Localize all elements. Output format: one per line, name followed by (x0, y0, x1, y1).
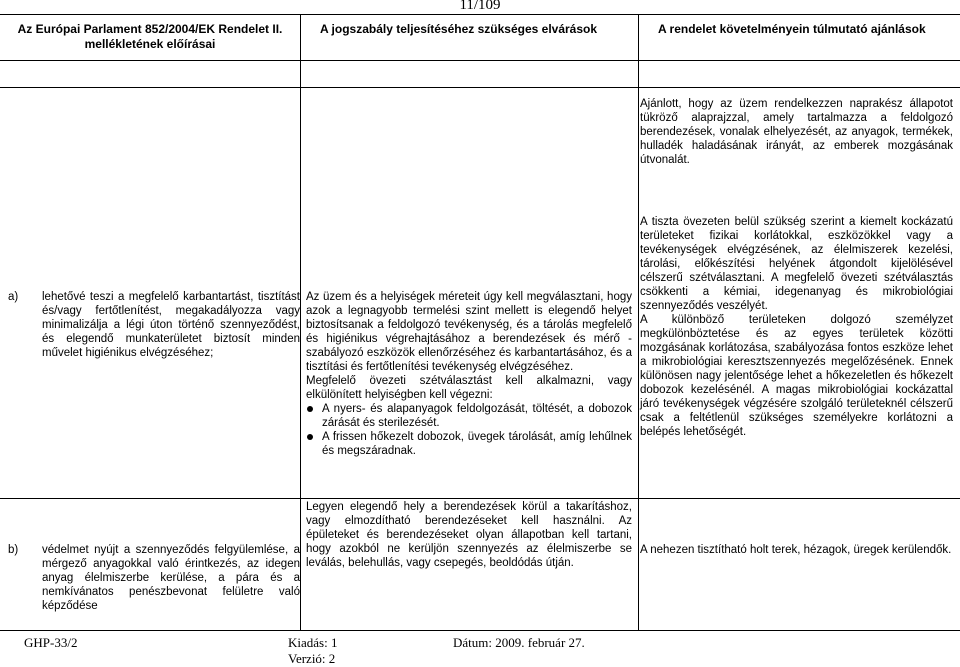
row3-recommendations (640, 543, 953, 557)
item-label-b: b) (8, 544, 19, 556)
table-header-row (0, 14, 960, 61)
row-divider-2 (0, 498, 960, 499)
row1-col3-text: Ajánlott, hogy az üzem rendelkezzen naprakész állapotot tükröző alaprajzzal, amely tartalmazza a feldolgozó berendezések, vonalak elhelyezését, az anyagok, termékek, hulladék haladásának irányát, az emberek mozgásának útvonalát. (640, 98, 953, 166)
row2-col1-text: lehetővé teszi a megfelelő karbantartást, tisztítást és/vagy fertőtlenítést, megakadályozza vagy minimalizálja a légi úton történő szennyeződést, és elegendő munkaterületet biztosít minden művelet higiénikus elvégzéséhez; (42, 291, 300, 359)
header-col-requirements: A jogszabály teljesítéséhez szükséges elvárások (320, 22, 598, 36)
row-divider-1 (0, 87, 960, 88)
row1-recommendation (640, 97, 953, 167)
footer-version: Verzió: 2 (288, 651, 336, 666)
page-footer (0, 630, 960, 667)
row3-requirements (306, 500, 632, 570)
row2-requirements (306, 290, 632, 458)
row2-recommendations (640, 215, 953, 439)
row2-col2-paragraph-1: Az üzem és a helyiségek méreteit úgy kell megválasztani, hogy azok a legnagyobb termelési szint mellett is elegendő helyet biztosítsanak a feldolgozó tevékenység, és a tárolás megfelelő és higiénikus végrehajtásához a berendezések és mérő - szabályozó eszközök ellenőrzéséhez és karbantartásához, és a tisztítási és fertőtlenítési tevékenység elvégzéséhez. (306, 291, 632, 373)
row2-col3-paragraph-1: A tiszta övezeten belül szükség szerint a kiemelt kockázatú területeket fizikai korlátokkal, eszközökkel vagy a tevékenységek elvégzésének, az élelmiszerek kezelési, tárolási, előkészítési helyének átgondolt kijelölésével célszerű szétválasztani. A megfelelő övezeti szétválasztás csökkenti a kémiai, idegenanyag és mikrobiológiai szennyeződés veszélyét. (640, 216, 953, 312)
row2-col3-paragraph-2: A különböző területeken dolgozó személyzet megkülönböztetése és az egyes területek közötti mozgásának korlátozása, szabályozása fontos eszköze lehet a mikrobiológiai keresztszennyezés megelőzésének. Ennek különösen nagy jelentősége lehet a hőkezeletlen és hőkezelt dobozok kezelésénél. A magas mikrobiológiai kockázattal járó tevékenységek végzésére szolgáló területeknél célszerű csak a feltétlenül szükséges személyekre korlátozni a belépés lehetőségét. (640, 314, 953, 438)
row2-col2-paragraph-2: Megfelelő övezeti szétválasztást kell alkalmazni, vagy elkülönített helyiségben kell végezni: (306, 375, 632, 401)
row2-col2-bullet-list (306, 402, 632, 458)
column-divider-2 (638, 14, 639, 631)
item-label-a: a) (8, 291, 19, 303)
row3-col2-text: Legyen elegendő hely a berendezések körül a takarításhoz, vagy elmozdítható berendezéseket kell használni. Az épületeket és berendezéseket olyan állapotban kell tartani, hogy azokból ne kerüljön szennyezés az élelmiszerbe se leválás, belehullás, vagy csepegés, beoldódás útján. (306, 501, 632, 569)
row3-col1-text: védelmet nyújt a szennyeződés felgyülemlése, a mérgező anyagokkal való érintkezés, az idegen anyag élelmiszerbe kerülése, a pára és a nemkívánatos penészbevonat felületre való képződése (42, 544, 300, 612)
header-col-recommendations: A rendelet követelményein túlmutató ajánlások (658, 22, 926, 36)
footer-doc-id: GHP-33/2 (24, 635, 78, 650)
footer-issue: Kiadás: 1 (288, 635, 338, 650)
row3-col3-text: A nehezen tisztítható holt terek, hézagok, üregek kerülendők. (640, 544, 952, 556)
column-divider-1 (300, 14, 301, 631)
list-item: A frissen hőkezelt dobozok, üvegek tárolását, amíg lehűlnek és megszáradnak. (306, 430, 632, 458)
footer-date: Dátum: 2009. február 27. (453, 635, 585, 650)
header-col-regulation: Az Európai Parlament 852/2004/EK Rendelet II. mellékletének előírásai (17, 22, 283, 51)
list-item: A nyers- és alapanyagok feldolgozását, töltését, a dobozok zárását és sterilezését. (306, 402, 632, 430)
page-number: 11/109 (459, 0, 501, 13)
